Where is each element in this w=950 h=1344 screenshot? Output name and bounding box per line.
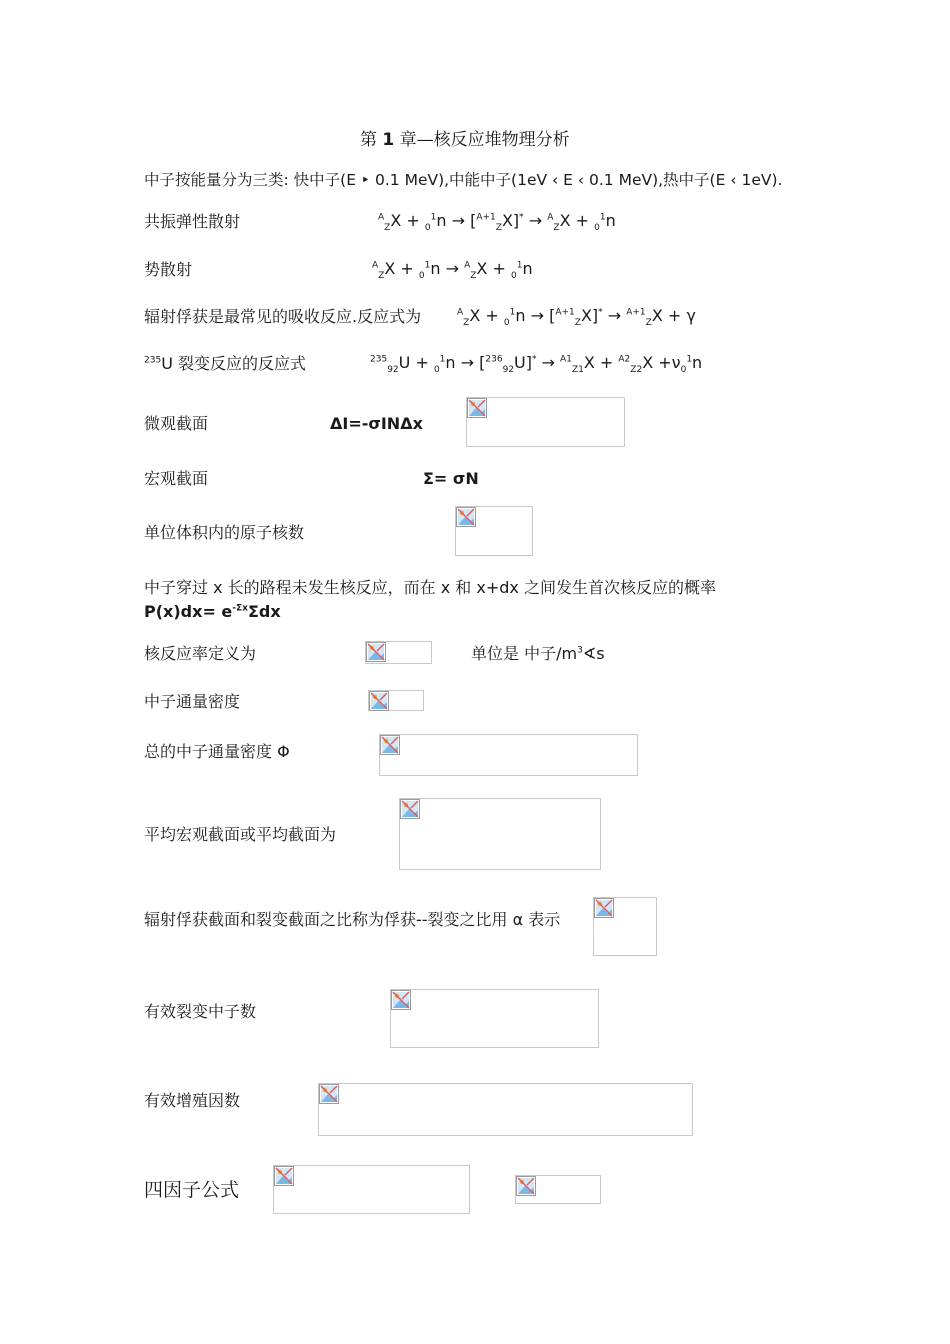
resonance-formula: $^A_Z$X + $_0^1$n → [$^{A+1}_Z$X]* → $^A_Z$X + $_0^1$n xyxy=(378,211,616,234)
potential-label: 势散射 xyxy=(144,260,193,279)
rate-label: 核反应率定义为 xyxy=(144,644,257,663)
potential-formula: $^A_Z$X + $_0^1$n → $^A_Z$X + $_0^1$n xyxy=(372,259,533,282)
eta-image xyxy=(390,989,599,1048)
micro-label: 微观截面 xyxy=(144,414,209,433)
broken-image-icon xyxy=(467,398,487,418)
title-text: 章—核反应堆物理分析 xyxy=(399,130,570,150)
micro-image xyxy=(466,397,625,447)
path-text: 中子穿过 x 长的路程未发生核反应，而在 x 和 x+dx 之间发生首次核反应的概率 xyxy=(144,578,716,597)
fission-label: $^{235}$U 裂变反应的反应式 xyxy=(144,354,306,373)
broken-image-icon xyxy=(594,898,614,918)
micro-formula: ΔI=-σIΝΔx xyxy=(330,414,423,433)
macro-label: 宏观截面 xyxy=(144,469,209,488)
resonance-label: 共振弹性散射 xyxy=(144,212,241,231)
density-image xyxy=(455,506,533,556)
four-factor-label: 四因子公式 xyxy=(144,1179,240,1201)
avg-label: 平均宏观截面或平均截面为 xyxy=(144,825,337,844)
broken-image-icon xyxy=(319,1084,339,1104)
eta-label: 有效裂变中子数 xyxy=(144,1002,257,1021)
page-title xyxy=(360,125,570,150)
four-factor-image-1 xyxy=(273,1165,470,1214)
broken-image-icon xyxy=(366,642,386,662)
energy-classification: 中子按能量分为三类: 快中子(E ‣ 0.1 MeV),中能中子(1eV ‹ E ‹ 0.1 MeV),热中子(E ‹ 1eV). xyxy=(144,171,783,189)
density-label: 单位体积内的原子核数 xyxy=(144,523,305,542)
broken-image-icon xyxy=(391,990,411,1010)
broken-image-icon xyxy=(369,691,389,711)
rate-unit: 单位是 中子$∕m^3∢s$ xyxy=(471,644,605,663)
path-formula: $P(x)dx= e^{-\Sigma x}\Sigma dx$ xyxy=(144,602,281,621)
broken-image-icon xyxy=(274,1166,294,1186)
macro-formula: Σ= σN xyxy=(423,469,479,488)
flux-label: 中子通量密度 xyxy=(144,692,241,711)
title-prefix: 第 xyxy=(360,130,377,150)
broken-image-icon xyxy=(380,735,400,755)
avg-image xyxy=(399,798,601,870)
total-flux-label: 总的中子通量密度 Φ xyxy=(144,742,290,761)
broken-image-icon xyxy=(400,799,420,819)
alpha-image xyxy=(593,897,657,956)
chapter-number: 1 xyxy=(382,130,395,150)
four-factor-image-2 xyxy=(515,1175,601,1204)
broken-image-icon xyxy=(516,1176,536,1196)
alpha-label: 辐射俘获截面和裂变截面之比称为俘获--裂变之比用 α 表示 xyxy=(144,910,561,929)
k-label: 有效增殖因数 xyxy=(144,1091,241,1110)
capture-label: 辐射俘获是最常见的吸收反应.反应式为 xyxy=(144,307,422,326)
capture-formula: $^A_Z$X + $_0^1$n → [$^{A+1}_Z$X]* → $^{A+1}_Z$X + γ xyxy=(457,306,696,329)
flux-image xyxy=(368,690,424,711)
fission-formula: $^{235}_{92}U + _0^1n \to [^{236}_{92}U]^* \to ^{A1}_{Z1}X + ^{A2}_{Z2}X +\nu_0^1n$ xyxy=(370,353,703,376)
broken-image-icon xyxy=(456,507,476,527)
rate-image xyxy=(365,641,432,664)
k-image xyxy=(318,1083,693,1136)
total-flux-image xyxy=(379,734,638,776)
